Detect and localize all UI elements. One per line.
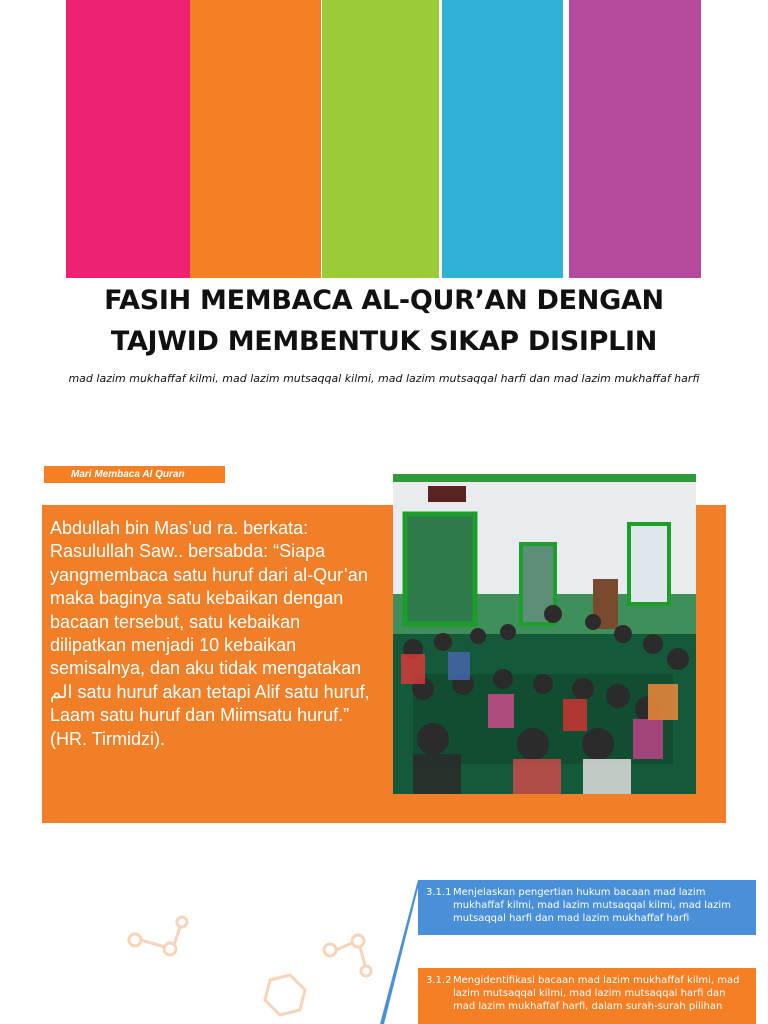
page-title-line-2: TAJWID MEMBENTUK SIKAP DISIPLIN xyxy=(110,326,658,357)
page-subtitle: mad lazim mukhaffaf kilmi, mad lazim mutsaqqal kilmi, mad lazim mutsaqqal harfi dan mad lazim mukhaffaf harfi xyxy=(68,372,700,385)
green-stripe xyxy=(322,0,439,278)
mosque-photo xyxy=(393,474,696,794)
purple-stripe xyxy=(569,0,701,278)
objective-item xyxy=(418,968,756,1024)
objective-text: Menjelaskan pengertian hukum bacaan mad lazim mukhaffaf kilmi, mad lazim mutsaqqal kilmi, mad lazim mutsaqqal harfi dan mad lazim mukhaffaf harfi xyxy=(453,887,731,924)
blue-stripe xyxy=(442,0,563,278)
orange-stripe xyxy=(190,0,321,278)
objective-number: 3.1.1 xyxy=(426,887,452,898)
pink-stripe xyxy=(66,0,196,278)
page-title-line-1: FASIH MEMBACA AL-QUR’AN DENGAN xyxy=(104,285,664,316)
objective-item xyxy=(418,880,756,935)
section-label: Mari Membaca Al Quran xyxy=(44,466,225,483)
hadith-quote: Abdullah bin Mas’ud ra. berkata: Rasulullah Saw.. bersabda: “Siapa yangmembaca satu huruf dari al-Qur’an maka baginya satu kebaikan dengan bacaan tersebut, satu kebaikan dilipatkan menjadi 10 kebaikan semisalnya, dan aku tidak mengatakan الم satu huruf akan tetapi Alif satu huruf, Laam satu huruf dan Miimsatu huruf.” (HR. Tirmidzi). xyxy=(50,518,370,749)
objective-number: 3.1.2 xyxy=(426,975,452,986)
objective-text: Mengidentifikasi bacaan mad lazim mukhaffaf kilmi, mad lazim mutsaqqal kilmi, mad lazim mutsaqqal harfi dan mad lazim mukhaffaf harfi, dalam surah-surah pilihan xyxy=(453,975,740,1012)
molecule-decoration xyxy=(120,905,420,1024)
connector-arrow xyxy=(380,880,420,1024)
